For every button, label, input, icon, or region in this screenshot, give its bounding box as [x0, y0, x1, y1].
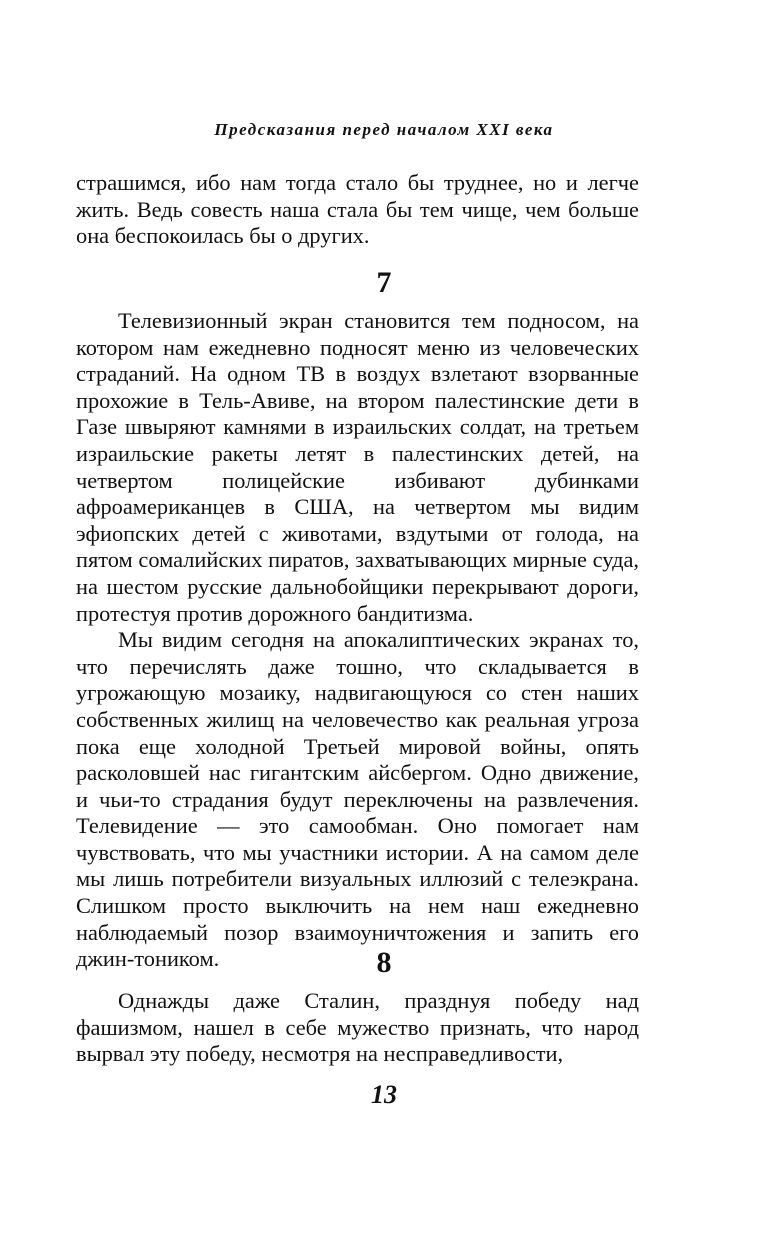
- page-number: 13: [371, 1080, 397, 1109]
- running-head: Предсказания перед началом XXI века: [214, 120, 554, 139]
- text-block-top: [76, 170, 639, 250]
- paragraph-stalin: Однажды даже Сталин, празднуя победу над фашизмом, нашел в себе мужество признать, что народ вырвал эту победу, несмотря на несправедливости,: [76, 988, 639, 1067]
- text-block-section-7: [76, 308, 639, 973]
- paragraph-television-screen: Телевизионный экран становится тем подносом, на котором нам ежедневно подносят меню из человеческих страданий. На одном ТВ в воздух взлетают взорванные прохожие в Тель-Авиве, на втором палестинские дети в Газе швыряют камнями в израильских солдат, на третьем израильские ракеты летят в палестинских детей, на четвертом полицейские избивают дубинками афроамериканцев в США, на четвертом мы видим эфиопских детей с животами, вздутыми от голода, на пятом сомалийских пиратов, захватывающих мирные суда, на шестом русские дальнобойщики перекрывают дороги, протестуя против дорожного бандитизма.: [76, 308, 639, 626]
- text-block-section-8: [76, 988, 639, 1068]
- paragraph-continuation: страшимся, ибо нам тогда стало бы труднее, но и легче жить. Ведь совесть наша стала бы тем чище, чем больше она беспокоилась бы о других.: [76, 170, 639, 249]
- section-number-8: 8: [376, 946, 392, 979]
- section-number-7: 7: [376, 266, 392, 299]
- paragraph-apocalyptic-screens: Мы видим сегодня на апокалиптических экранах то, что перечислять даже тошно, что складывается в угрожающую мозаику, надвигающуюся со стен наших собственных жилищ на человечество как реальная угроза пока еще холодной Третьей мировой войны, опять расколовшей нас гигантским айсбергом. Одно движение, и чьи-то страдания будут переключены на развлечения. Телевидение — это самообман. Оно помогает нам чувствовать, что мы участники истории. А на самом деле мы лишь потребители визуальных иллюзий с телеэкрана. Слишком просто выключить на нем наш ежедневно наблюдаемый позор взаимоуничтожения и запить его джин-тоником.: [76, 627, 639, 972]
